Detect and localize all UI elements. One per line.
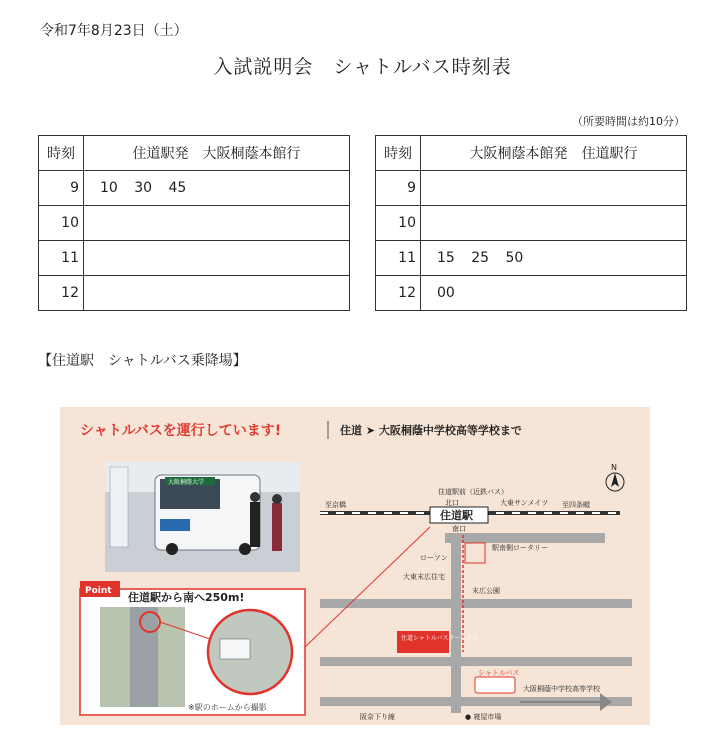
hour-cell: 10 <box>39 206 84 241</box>
table-row <box>376 206 687 241</box>
station-label: 住道駅 <box>440 509 473 522</box>
table-row <box>376 241 687 276</box>
park-label: 末広公園 <box>472 587 500 595</box>
north-indicator: N <box>611 463 617 472</box>
minutes-cell <box>84 241 350 276</box>
minutes-cell: 00 <box>421 276 687 311</box>
minutes-cell <box>84 206 350 241</box>
area-map <box>305 463 632 721</box>
hour-cell: 9 <box>39 171 84 206</box>
minutes-cell: 15 25 50 <box>421 241 687 276</box>
sanmates-label: 大東サンメイツ <box>500 499 549 507</box>
line-right-label: 至四条畷 <box>562 501 590 509</box>
hour-cell: 11 <box>39 241 84 276</box>
route-header: 大阪桐蔭本館発 住道駅行 <box>421 136 687 171</box>
banner-red-text: シャトルバスを運行しています! <box>80 423 282 439</box>
point-text: 住道駅から南へ250m! <box>128 591 245 604</box>
table-row <box>376 276 687 311</box>
city-office-label: ● 寝屋市場 <box>465 713 502 721</box>
point-badge: Point <box>85 586 112 596</box>
minutes-cell <box>421 171 687 206</box>
south-exit-label: 南口 <box>452 525 466 533</box>
page-title: 入試説明会 シャトルバス時刻表 <box>213 56 512 78</box>
rotary-label: 駅南側ロータリー <box>492 544 548 552</box>
boarding-location-heading: 【住道駅 シャトルバス乗降場】 <box>38 353 247 369</box>
lawson-label: ローソン <box>420 554 448 562</box>
table-row <box>39 171 350 206</box>
route-header: 住道駅発 大阪桐蔭本館行 <box>84 136 350 171</box>
photo-caption: ※駅のホームから撮影 <box>188 703 267 712</box>
hour-cell: 11 <box>376 241 421 276</box>
banner-route-text: 住道 ➤ 大阪桐蔭中学校高等学校まで <box>340 424 522 437</box>
school-label: 大阪桐蔭中学校高等学校 <box>523 685 600 693</box>
housing-label: 大東末広住宅 <box>403 573 445 581</box>
table-row <box>39 276 350 311</box>
line-left-label: 至京橋 <box>325 501 346 509</box>
table-row <box>376 171 687 206</box>
point-callout <box>80 581 305 715</box>
hour-header: 時刻 <box>39 136 84 171</box>
minutes-cell <box>421 206 687 241</box>
hour-cell: 10 <box>376 206 421 241</box>
timetable-school-to-station <box>375 135 687 311</box>
terminal-label: 住道シャトルバスターミナル <box>401 635 479 642</box>
bus-destination-sign: 大阪桐蔭大学 <box>168 479 205 486</box>
hour-cell: 9 <box>376 171 421 206</box>
minutes-cell: 10 30 45 <box>84 171 350 206</box>
hour-cell: 12 <box>376 276 421 311</box>
route-road-label: 阪奈下り線 <box>360 713 395 721</box>
table-row <box>39 206 350 241</box>
table-row <box>39 241 350 276</box>
shuttle-map-figure <box>60 407 650 725</box>
travel-time-note: （所要時間は約10分） <box>572 115 685 128</box>
north-exit-label: 北口 <box>445 499 459 507</box>
bus-photo <box>105 462 300 572</box>
timetable-station-to-school <box>38 135 350 311</box>
minutes-cell <box>84 276 350 311</box>
shuttle-label: シャトルバス <box>478 669 520 677</box>
date-text: 令和7年8月23日（土） <box>40 23 188 39</box>
bus-stop-north-label: 住道駅前（近鉄バス） <box>438 488 508 496</box>
hour-cell: 12 <box>39 276 84 311</box>
hour-header: 時刻 <box>376 136 421 171</box>
